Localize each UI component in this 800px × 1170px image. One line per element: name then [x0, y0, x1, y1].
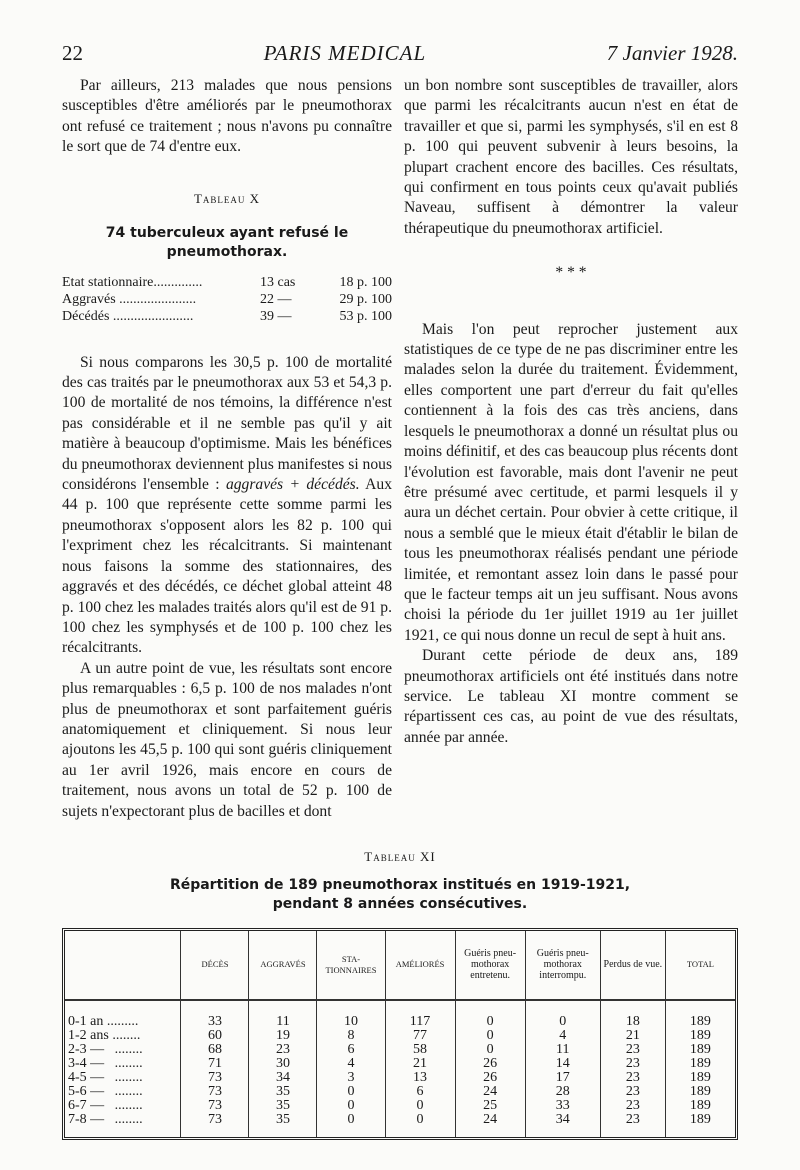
table-cell: 73	[207, 1097, 222, 1113]
table-cell: 35	[275, 1097, 290, 1113]
tableau-xi-block	[62, 848, 738, 1140]
paragraph: un bon nombre sont susceptibles de travailler, alors que parmi les récalcitrants aucun n'est en état de travailler et que si, parmi les symphysés, s'il en est 8 p. 100 qui peuvent subvenir à leurs besoins, la plupart crachent encore des bacilles. Ces résultats, qui confirment en tous points ceux qu'avait publiés Naveau, suffisent à démontrer la valeur thérapeutique du pneumothorax artificiel.	[404, 77, 738, 237]
table-cell: 6	[416, 1083, 424, 1099]
table-cell: 28	[555, 1083, 570, 1099]
table-cell: 0	[416, 1111, 424, 1127]
paragraph: A un autre point de vue, les résultats sont encore plus remarquables : 6,5 p. 100 de nos malades n'ont plus de pneumothorax et sont parfaitement guéris anatomiquement et cliniquement. Si nous leur ajoutons les 45,5 p. 100 qui sont guéris cliniquement au 1er avril 1926, mais encore en cours de traitement, nous avons un total de 52 p. 100 de sujets n'expectorant plus de bacilles et dont	[62, 659, 392, 820]
table-cell: 77	[413, 1027, 428, 1043]
tableau-x	[62, 274, 392, 325]
table-cell: 25	[483, 1097, 498, 1113]
table-cell: 23	[625, 1097, 640, 1113]
text-columns	[62, 76, 738, 822]
table-cell: 58	[413, 1041, 428, 1057]
table-row	[62, 274, 392, 291]
table-cell: 3-4 — ........	[68, 1055, 143, 1071]
table-cell: 11	[276, 1013, 290, 1029]
table-cell: 0	[559, 1013, 567, 1029]
table-cell: 24	[483, 1083, 498, 1099]
table-cell: 0	[416, 1097, 424, 1113]
table-row	[62, 291, 392, 308]
column-header: Guéris pneu-mothorax entretenu.	[455, 931, 525, 1000]
column-cells	[385, 1000, 455, 1137]
table-cell: 189	[689, 1027, 711, 1043]
column-header	[65, 931, 181, 1000]
page-number: 22	[62, 41, 83, 65]
column-header: AMÉLIORÉS	[385, 931, 455, 1000]
table-cell: 189	[689, 1041, 711, 1057]
tableau-x-title: 74 tuberculeux ayant refusé le pneumothorax.	[105, 224, 349, 260]
column-cells	[249, 1000, 317, 1137]
table-cell: Etat stationnaire..............	[62, 274, 203, 290]
column-header: DÉCÈS	[181, 931, 249, 1000]
table-cell: 189	[689, 1013, 711, 1029]
column-header: STA-TIONNAIRES	[317, 931, 385, 1000]
emphasis: aggravés + décédés.	[225, 476, 360, 494]
table-cell: 13	[413, 1069, 428, 1085]
table-cell: 34	[275, 1069, 290, 1085]
table-cell: 71	[207, 1055, 222, 1071]
table-cell: 117	[409, 1013, 431, 1029]
text: Aux 44 p. 100 que représente cette somme parmi les pneumothorax s'opposent alors les 82 p. 100 qui l'expriment chez les récalcitrants. Si maintenant nous faisons la somme des stationnaires, des aggravés et des décédés, ce déchet global atteint 48 p. 100 chez les malades traités alors qu'il est de 91 p. 100 chez les symphysés et de 100 p. 100 chez les récalcitrants.	[62, 476, 392, 657]
table-cell: 4	[559, 1027, 567, 1043]
column-header: TOTAL	[665, 931, 735, 1000]
table-row	[62, 308, 392, 325]
table-cell: 189	[689, 1111, 711, 1127]
table-cell: 33	[207, 1013, 222, 1029]
table-cell: 73	[207, 1111, 222, 1127]
right-column	[404, 76, 738, 748]
table-cell: 11	[556, 1041, 570, 1057]
table-cell: 0	[486, 1041, 494, 1057]
table-cell: 26	[483, 1055, 498, 1071]
column-header: Guéris pneu-mothorax interrompu.	[525, 931, 600, 1000]
table-cell: 23	[625, 1111, 640, 1127]
table-cell: 26	[483, 1069, 498, 1085]
table-cell: 33	[555, 1097, 570, 1113]
table-cell: Décédés .......................	[62, 308, 194, 324]
column-header: AGGRAVÉS	[249, 931, 317, 1000]
column-cells	[181, 1000, 249, 1137]
issue-date: 7 Janvier 1928.	[606, 41, 738, 65]
table-cell: 189	[689, 1097, 711, 1113]
table-cell: 23	[625, 1083, 640, 1099]
paragraph: Mais l'on peut reprocher justement aux statistiques de ce type de ne pas discriminer entre les malades selon la durée du traitement. Évidemment, elles comportent une part d'erreur du fait qu'elles contiennent à la fois des cas très anciens, dans lesquels le pneumothorax a donné un résultat plus ou moins définitif, et des cas beaucoup plus récents dont l'évolution est favorable, mais dont l'avenir ne peut être présumé avec certitude, et parmi lesquels il y aura un déchet certain. Pour obvier à cette critique, il nous a semblé que le mieux était d'établir le bilan de tous les pneumothorax réalisés pendant une période limitée, et remontant assez loin dans le passé pour que le facteur temps ait un jeu suffisant. Nous avons choisi la période du 1er juillet 1919 au 1er juillet 1921, ce qui nous donne un recul de sept à huit ans.	[404, 320, 738, 644]
table-cell: 19	[275, 1027, 290, 1043]
table-cell: 1-2 ans ........	[68, 1027, 141, 1043]
table-cell: 6-7 — ........	[68, 1097, 143, 1113]
table-cell: 0-1 an .........	[68, 1013, 139, 1029]
table-cell: 23	[275, 1041, 290, 1057]
table-cell: 14	[555, 1055, 570, 1071]
table-cell: 0	[486, 1027, 494, 1043]
column-cells	[525, 1000, 600, 1137]
table-cell: 34	[555, 1111, 570, 1127]
table-cell: 189	[689, 1083, 711, 1099]
separator: * * *	[555, 264, 587, 282]
table-cell: 68	[207, 1041, 222, 1057]
table-cell: 0	[347, 1111, 355, 1127]
page-header	[62, 40, 738, 66]
table-cell: 189	[689, 1055, 711, 1071]
journal-title: PARIS MEDICAL	[263, 41, 427, 65]
column-cells	[600, 1000, 665, 1137]
column-cells	[665, 1000, 735, 1137]
table-cell: 17	[555, 1069, 570, 1085]
column-cells	[455, 1000, 525, 1137]
column-cells	[317, 1000, 385, 1137]
table-cell: 23	[625, 1055, 640, 1071]
table-cell: 0	[486, 1013, 494, 1029]
table-cell: 73	[207, 1083, 222, 1099]
table-cell: 7-8 — ........	[68, 1111, 143, 1127]
table-cell: 4	[347, 1055, 355, 1071]
tableau-xi-label: Tableau XI	[364, 848, 436, 864]
table-cell: 18 p. 100	[339, 274, 392, 290]
table-cell: 21	[625, 1027, 640, 1043]
table-cell: 22 —	[260, 291, 292, 307]
paragraph: Durant cette période de deux ans, 189 pneumothorax artificiels ont été institués dans notre service. Le tableau XI montre comment se répartissent ces cas, au point de vue des résultats, année par année.	[404, 647, 738, 746]
table-cell: 23	[625, 1041, 640, 1057]
table-cell: 5-6 — ........	[68, 1083, 143, 1099]
table-cell: 21	[413, 1055, 428, 1071]
table-cell: 189	[689, 1069, 711, 1085]
table-cell: 73	[207, 1069, 222, 1085]
left-column	[62, 76, 392, 822]
tableau-xi-title-1: Répartition de 189 pneumothorax institués en 1919-1921,	[169, 876, 631, 893]
table-cell: 35	[275, 1083, 290, 1099]
tableau-x-label: Tableau X	[193, 190, 261, 206]
paragraph	[62, 353, 392, 659]
table-cell: 39 —	[260, 308, 292, 324]
column-header: Perdus de vue.	[600, 931, 665, 1000]
table-cell: 6	[347, 1041, 355, 1057]
text: Si nous comparons les 30,5 p. 100 de mortalité des cas traités par le pneumothorax aux 53 et 54,3 p. 100 de mortalité de nos témoins, la différence n'est pas considérable et il ne semble pas qu'il y ait matière à beaucoup d'optimisme. Mais les bénéfices du pneumothorax deviennent plus manifestes si nous considérons l'ensemble :	[62, 353, 393, 494]
table-cell: 18	[625, 1013, 640, 1029]
paragraph: Par ailleurs, 213 malades que nous pensions susceptibles d'être améliorés par le pneumothorax ont refusé ce traitement ; nous n'avons pu connaître le sort que de 74 d'entre eux.	[62, 77, 392, 156]
table-cell: 24	[483, 1111, 498, 1127]
column-cells	[65, 1000, 181, 1137]
table-cell: 53 p. 100	[339, 308, 392, 324]
tableau-xi-title-2: pendant 8 années consécutives.	[272, 895, 528, 912]
table-cell: 8	[347, 1027, 355, 1043]
table-cell: 4-5 — ........	[68, 1069, 143, 1085]
table-cell: 60	[207, 1027, 222, 1043]
table-cell: 10	[343, 1013, 358, 1029]
table-cell: 13 cas	[260, 274, 296, 290]
table-cell: 0	[347, 1097, 355, 1113]
table-cell: 23	[625, 1069, 640, 1085]
table-cell: 0	[347, 1083, 355, 1099]
table-cell: 3	[347, 1069, 355, 1085]
tableau-xi	[62, 928, 738, 1140]
table-cell: 29 p. 100	[339, 291, 392, 307]
table-cell: 30	[275, 1055, 290, 1071]
table-cell: Aggravés ......................	[62, 291, 197, 307]
table-cell: 2-3 — ........	[68, 1041, 143, 1057]
table-cell: 35	[275, 1111, 290, 1127]
